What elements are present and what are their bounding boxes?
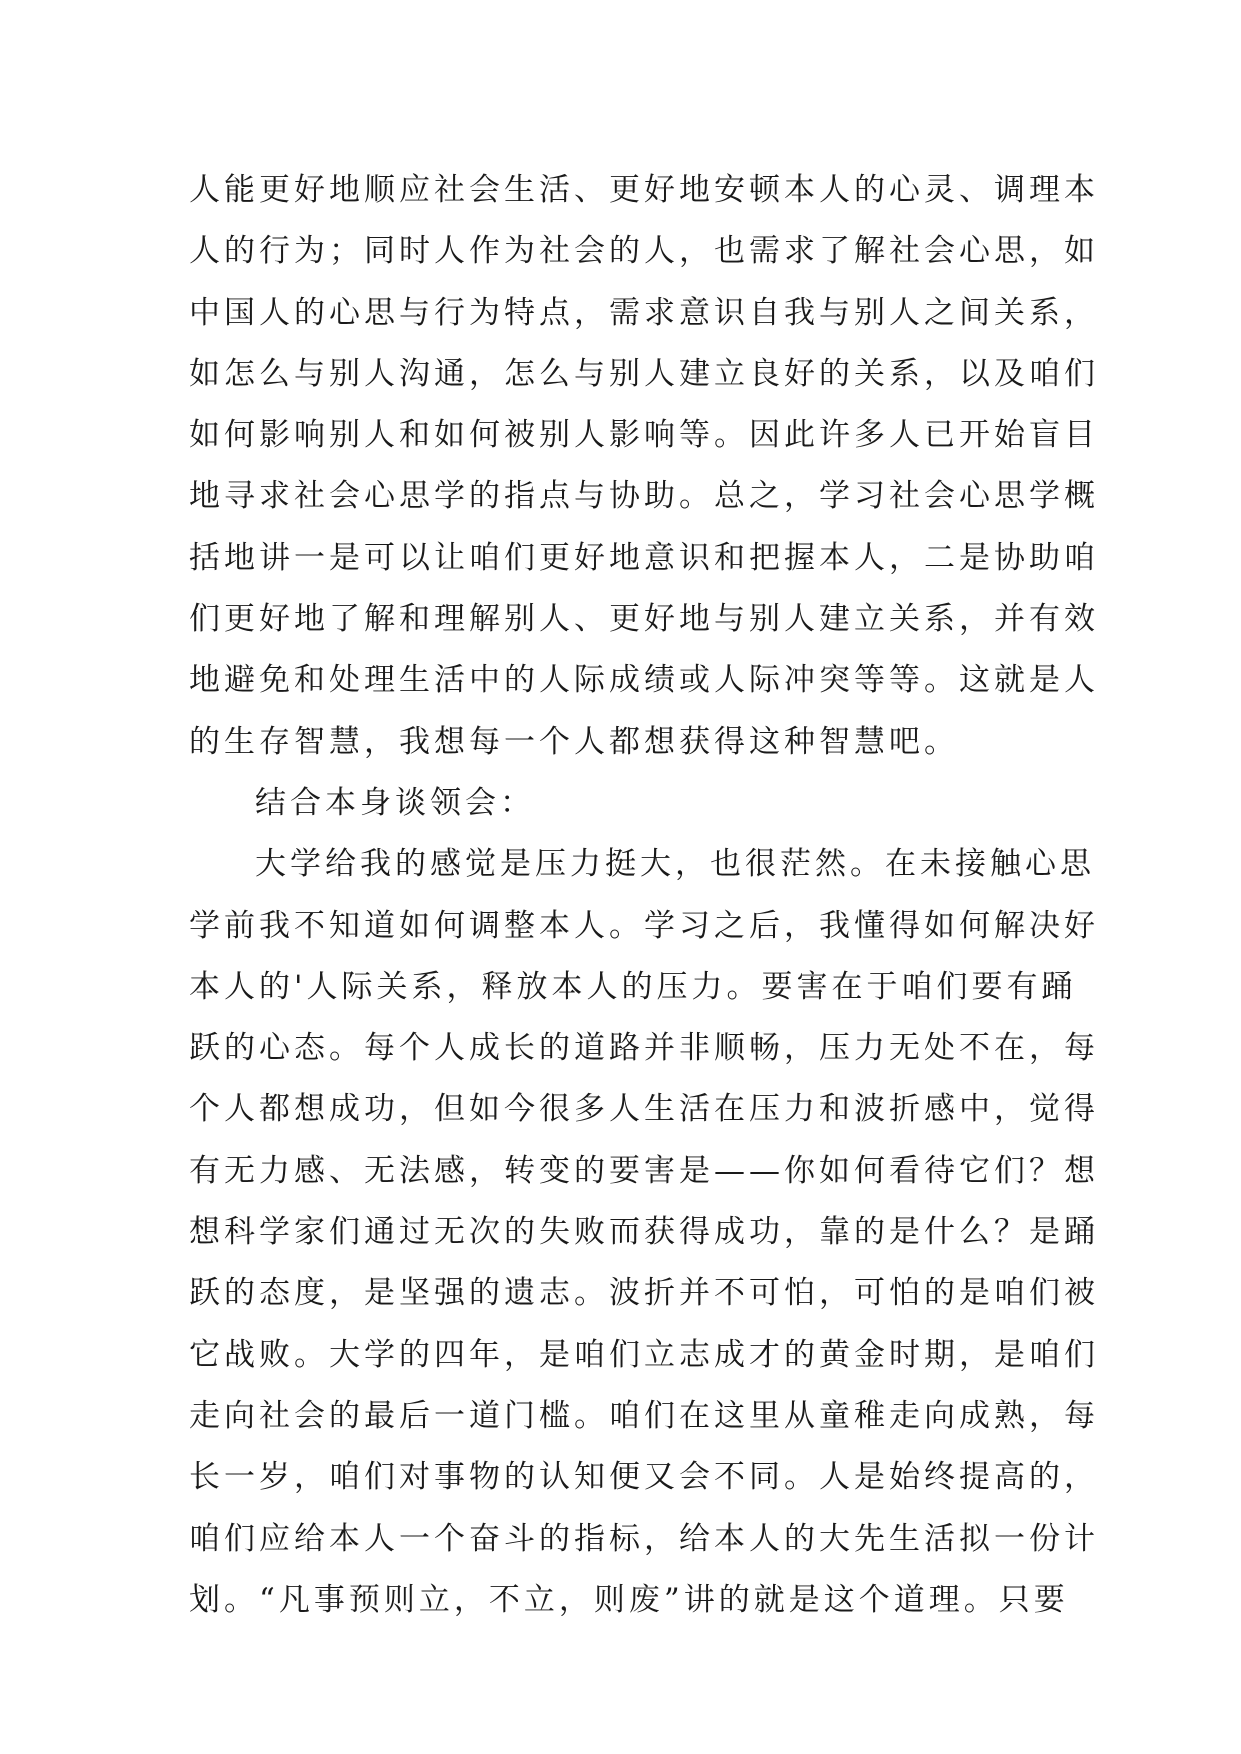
- text-line: 想科学家们通过无次的失败而获得成功，靠的是什么？是踊: [189, 1214, 1099, 1251]
- text-line: 人的行为；同时人作为社会的人，也需求了解社会心思，如: [189, 233, 1099, 270]
- text-line: 的生存智慧，我想每一个人都想获得这种智慧吧。: [189, 723, 959, 760]
- text-line: 本人的'人际关系，释放本人的压力。要害在于咱们要有踊: [189, 968, 1077, 1005]
- text-line: 学前我不知道如何调整本人。学习之后，我懂得如何解决好: [189, 907, 1099, 944]
- text-line: 长一岁，咱们对事物的认知便又会不同。人是始终提高的，: [189, 1459, 1099, 1496]
- text-line: 划。“凡事预则立，不立，则废”讲的就是这个道理。只要: [189, 1581, 1069, 1618]
- text-line: 跃的态度，是坚强的遗志。波折并不可怕，可怕的是咱们被: [189, 1275, 1099, 1312]
- text-line: 括地讲一是可以让咱们更好地意识和把握本人，二是协助咱: [189, 539, 1099, 576]
- text-line: 如何影响别人和如何被别人影响等。因此许多人已开始盲目: [189, 417, 1099, 454]
- text-line: 们更好地了解和理解别人、更好地与别人建立关系，并有效: [189, 601, 1099, 638]
- text-line: 地避免和处理生活中的人际成绩或人际冲突等等。这就是人: [189, 662, 1099, 699]
- text-line: 它战败。大学的四年，是咱们立志成才的黄金时期，是咱们: [189, 1336, 1099, 1373]
- text-line: 大学给我的感觉是压力挺大，也很茫然。在未接触心思: [255, 846, 1095, 883]
- text-line: 地寻求社会心思学的指点与协助。总之，学习社会心思学概: [189, 478, 1099, 515]
- section-heading: 结合本身谈领会：: [255, 784, 535, 821]
- text-line: 个人都想成功，但如今很多人生活在压力和波折感中，觉得: [189, 1091, 1099, 1128]
- body-text: [189, 160, 1099, 1631]
- text-line: 如怎么与别人沟通，怎么与别人建立良好的关系，以及咱们: [189, 355, 1099, 392]
- text-line: 跃的心态。每个人成长的道路并非顺畅，压力无处不在，每: [189, 1030, 1099, 1067]
- text-line: 人能更好地顺应社会生活、更好地安顿本人的心灵、调理本: [189, 172, 1099, 208]
- text-line: 走向社会的最后一道门槛。咱们在这里从童稚走向成熟，每: [189, 1397, 1099, 1434]
- text-line: 中国人的心思与行为特点，需求意识自我与别人之间关系，: [189, 294, 1099, 331]
- text-line: 咱们应给本人一个奋斗的指标，给本人的大先生活拟一份计: [189, 1520, 1099, 1557]
- text-line: 有无力感、无法感，转变的要害是——你如何看待它们？想: [189, 1152, 1099, 1189]
